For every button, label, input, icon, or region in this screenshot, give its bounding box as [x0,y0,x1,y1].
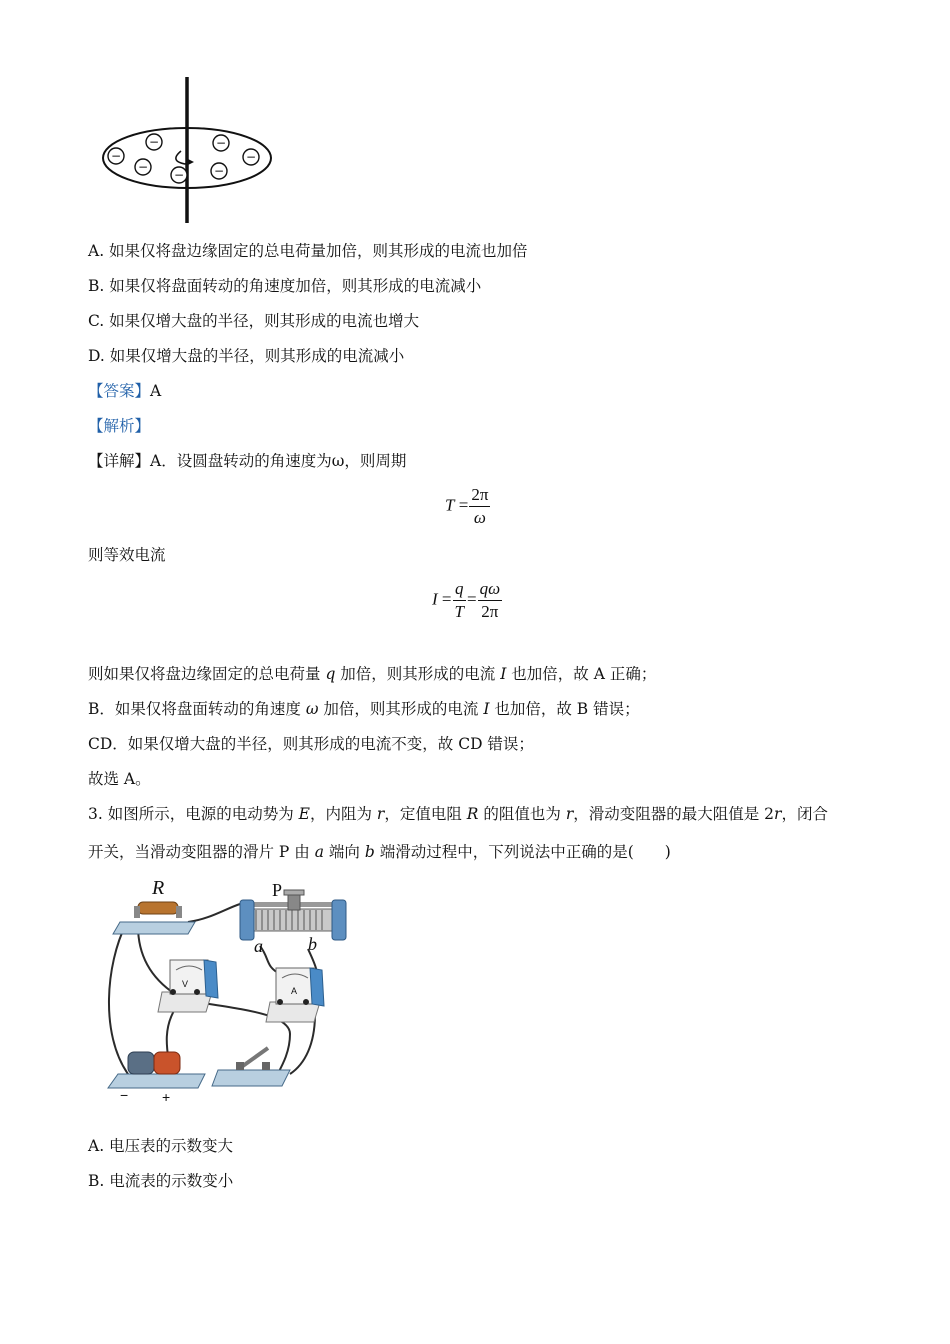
svg-text:A: A [290,986,298,996]
label-a: a [254,936,263,956]
charge-6 [211,163,227,179]
answer-line [88,381,161,401]
svg-text:V: V [181,979,189,989]
option-q3-a: A. 电压表的示数变大 [88,1137,234,1155]
equiv-current-label: 则等效电流 [88,546,166,564]
option-q2-c: C. 如果仅增大盘的半径，则其形成的电流也增大 [88,312,420,330]
detail-intro-text: A．设圆盘转动的角速度为ω，则周期 [150,452,407,470]
option-q3-b: B. 电流表的示数变小 [88,1172,234,1190]
detail-conclusion: 故选 A。 [88,770,151,788]
option-q2-b: B. 如果仅将盘面转动的角速度加倍，则其形成的电流减小 [88,277,482,295]
svg-text:−: − [245,150,257,164]
detail-line-a: 则如果仅将盘边缘固定的总电荷量 q 加倍，则其形成的电流 I 也加倍，故 A 正确； [88,665,657,683]
battery-plus: + [162,1089,171,1105]
svg-text:−: − [213,164,225,178]
formula-period: T = $\frac{2\pi}{\omega}$ [445,485,489,527]
answer-value: A [150,382,162,400]
option-q2-a: A. 如果仅将盘边缘固定的总电荷量加倍，则其形成的电流也加倍 [88,242,528,260]
charge-5 [213,135,229,151]
svg-text:−: − [137,160,149,174]
detail-tag: 【详解】 [88,452,151,470]
fixed-resistor [113,902,195,934]
svg-text:−: − [110,149,122,163]
label-P: P [272,880,283,900]
detail-intro [88,451,406,471]
charge-4 [171,167,187,183]
rotating-disk-figure [95,75,280,225]
charge-1 [108,148,124,164]
svg-text:−: − [215,136,227,150]
circuit-figure [100,874,360,1109]
rheostat [240,890,346,940]
detail-line-b: B．如果仅将盘面转动的角速度 ω 加倍，则其形成的电流 I 也加倍，故 B 错误； [88,700,640,718]
detail-line-cd: CD．如果仅增大盘的半径，则其形成的电流不变，故 CD 错误； [88,735,534,753]
charge-2 [146,134,162,150]
svg-text:−: − [173,168,185,182]
answer-tag: 【答案】 [88,382,151,400]
label-b: b [308,934,317,954]
switch-icon [212,1048,290,1086]
battery-minus: − [120,1087,129,1103]
charge-3 [135,159,151,175]
question3-line1: 3. 如图所示，电源的电动势为 E，内阻为 r，定值电阻 R 的阻值也为 r，滑动变阻器的最大阻值是 2r，闭合 [88,805,828,823]
formula-current: I = $\frac{q}{T}$ = $\frac{q\omega}{2\pi}$ [432,579,501,621]
svg-text:−: − [148,135,160,149]
label-R: R [152,877,165,899]
question3-line2: 开关，当滑动变阻器的滑片 P 由 a 端向 b 端滑动过程中，下列说法中正确的是( ) [88,843,671,861]
ammeter-icon [266,968,324,1022]
analysis-tag: 【解析】 [88,417,151,435]
battery-icon [108,1052,205,1088]
option-q2-d: D. 如果仅增大盘的半径，则其形成的电流减小 [88,347,405,365]
charge-7 [243,149,259,165]
